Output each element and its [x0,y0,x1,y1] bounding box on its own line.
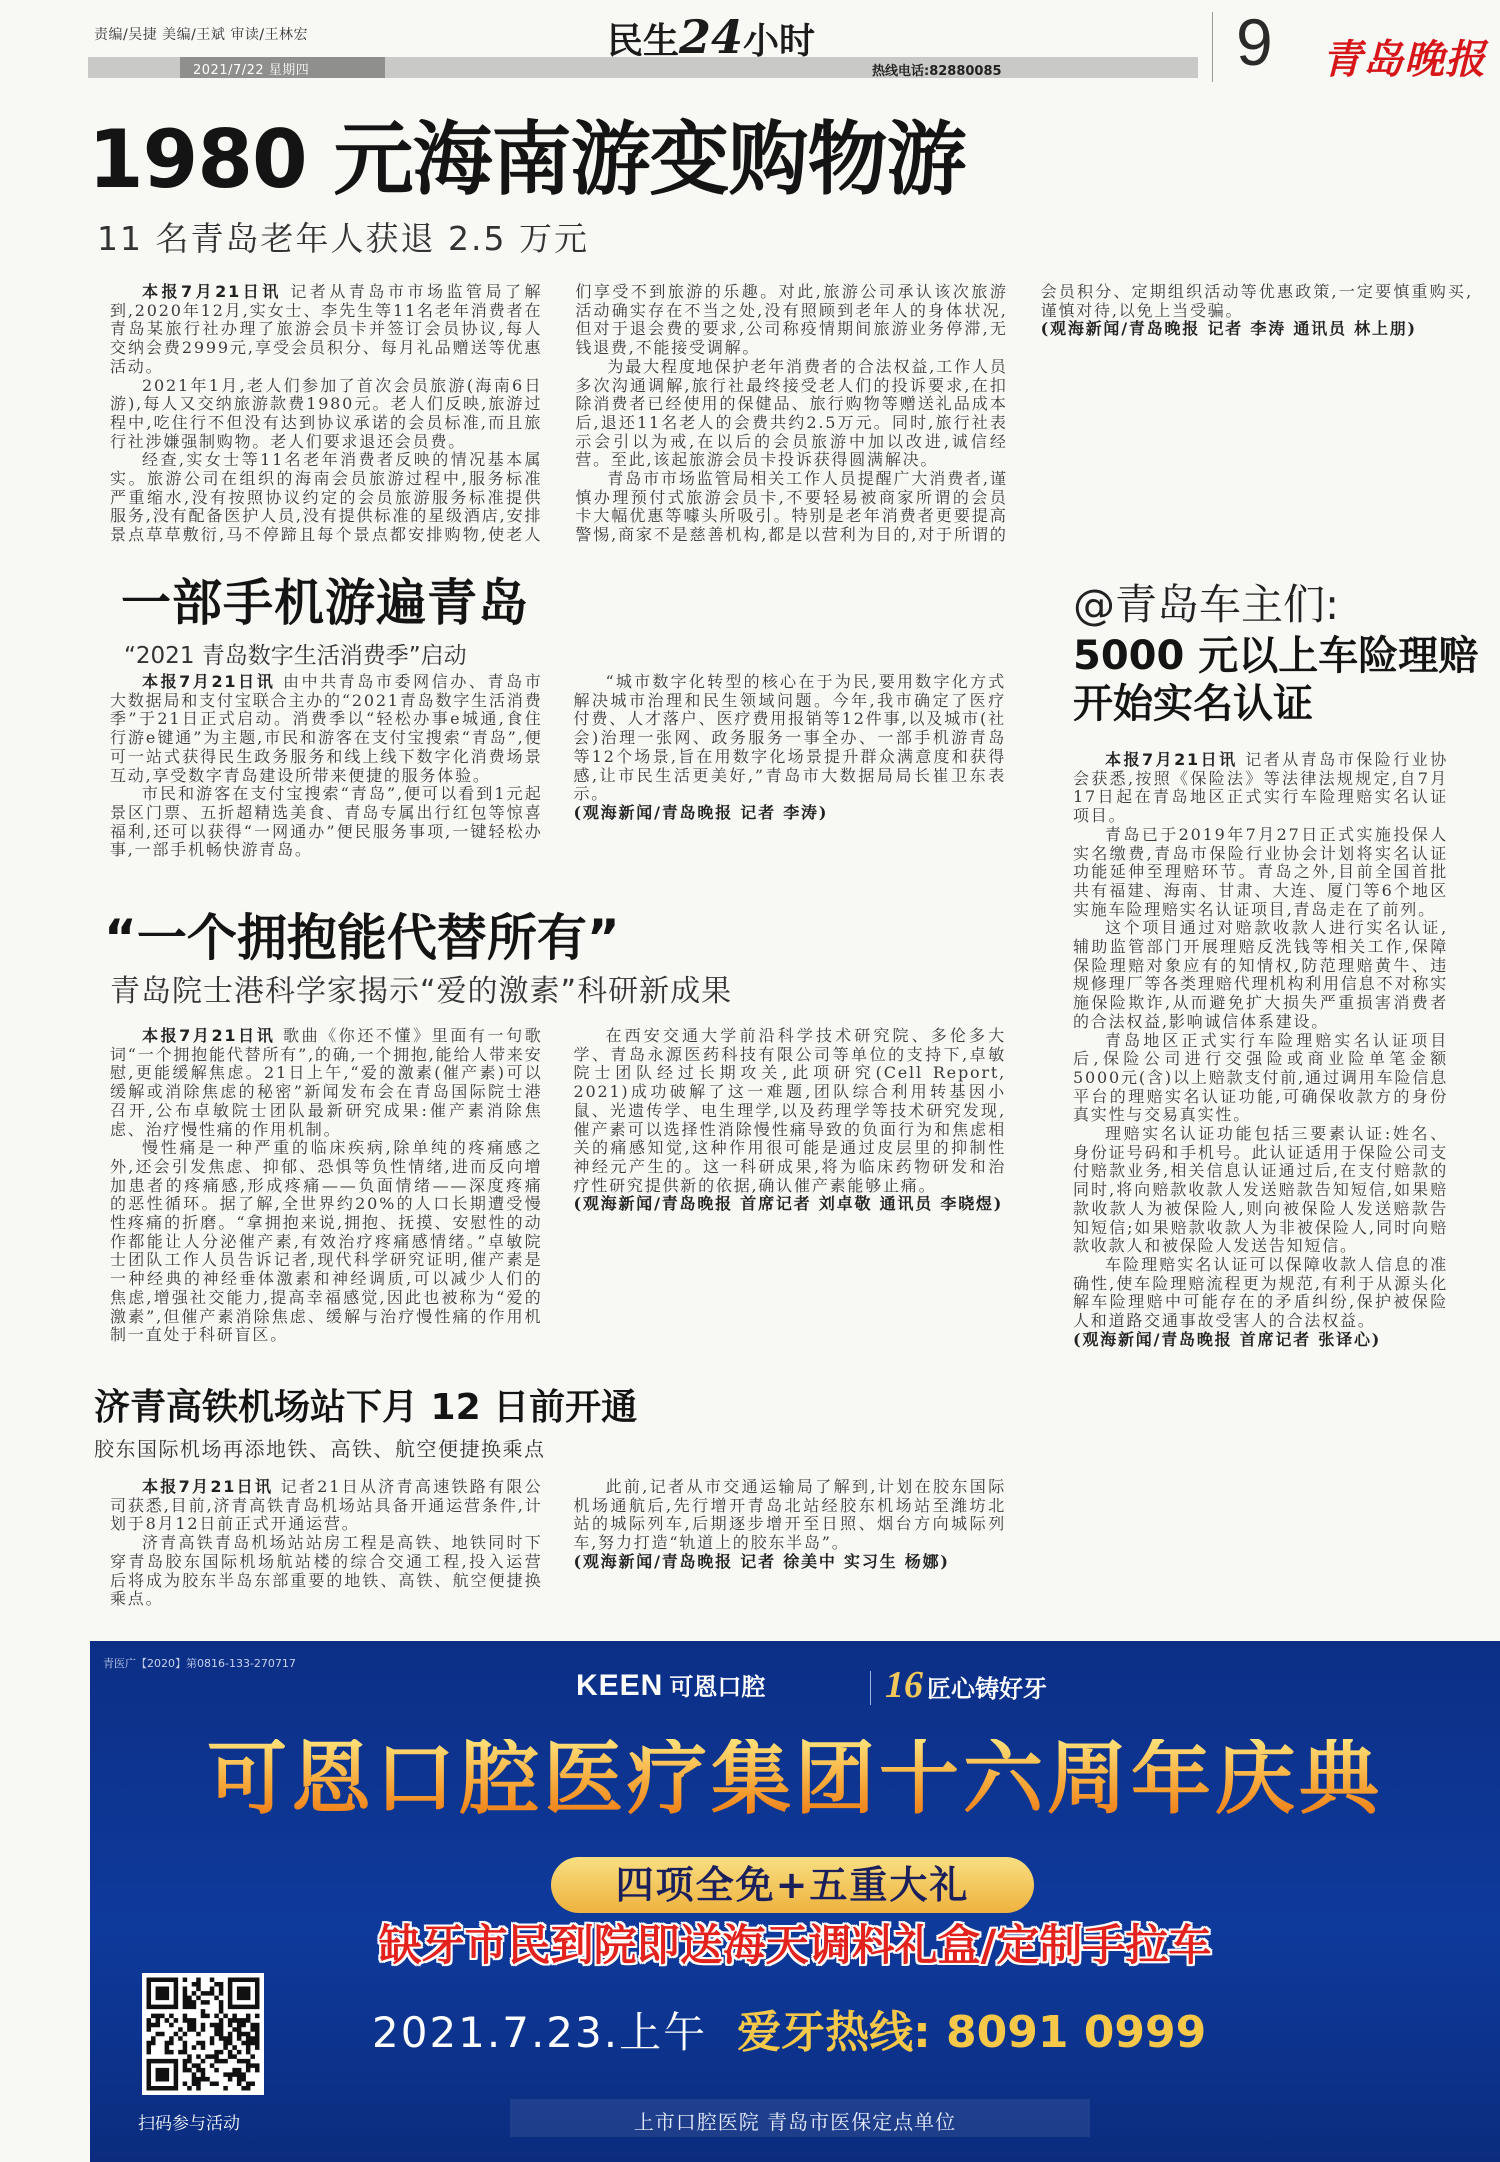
ad-license-number: 青医广【2020】第0816-133-270717 [103,1657,296,1670]
insurance-kicker: @青岛车主们: [1073,580,1340,629]
paragraph: 青岛已于2019年7月27日正式实施投保人实名缴费,青岛市保险行业协会计划将实名认证功能延伸至理赔环节。青岛之外,目前全国首批共有福建、海南、甘肃、大连、厦门等6个地区实施车险理赔实名认证项目,青岛走在了前列。 [1073,824,1448,919]
gift-offer: 缺牙市民到院即送海天调料礼盒/定制手拉车 [378,1921,1212,1971]
header-divider [1212,12,1213,82]
paragraph: 青岛地区正式实行车险理赔实名认证项目后,保险公司进行交强险或商业险单笔金额5000元(含)以上赔款支付前,通过调用车险信息平台的理赔实名认证功能,可确保收款方的身份真实性与交易真实性。 [1073,1030,1448,1125]
byline: (观海新闻/青岛晚报 记者 李涛 通讯员 林上朋) [1040,319,1417,339]
page-number: 9 [1236,5,1273,79]
byline: (观海新闻/青岛晚报 记者 徐美中 实习生 杨娜) [573,1551,950,1571]
paragraph [110,673,543,785]
event-time: 2021.7.23.上午 [372,2008,708,2057]
issue-date: 2021/7/22 星期四 [193,63,310,78]
ad-title: 可恩口腔医疗集团十六周年庆典 [90,1739,1500,1819]
railway-subheadline: 胶东国际机场再添地铁、高铁、航空便捷换乘点 [94,1437,546,1461]
brand-name-en: KEEN [576,1669,664,1702]
event-line [372,2007,1207,2058]
qr-caption: 扫码参与活动 [138,2114,240,2134]
paragraph: 车险理赔实名认证可以保障收款人信息的准确性,使车险理赔流程更为规范,有利于从源头化解车险理赔中可能存在的矛盾纠纷,保护被保险人和道路交通事故受害人的合法权益。 [1073,1254,1448,1331]
brand-name-cn: 可恩口腔 [669,1673,766,1701]
hug-body [110,1027,1006,1367]
ad-footer: 上市口腔医院 青岛市医保定点单位 [633,2110,957,2134]
railway-headline: 济青高铁机场站下月 12 日前开通 [94,1387,638,1428]
hug-subheadline: 青岛院士港科学家揭示“爱的激素”科研新成果 [110,974,733,1009]
paragraph-text: 由中共青岛市委网信办、青岛市大数据局和支付宝联合主办的“2021青岛数字生活消费季”于21日正式启动。消费季以“轻松办事e城通,食住行游e键通”为主题,市民和游客在支付宝搜索“青岛”,便可一站式获得民生政务服务和线上线下数字化消费场景互动,享受数字青岛建设所带来便捷的服务体验。 [110,673,543,785]
paragraph: 2021年1月,老人们参加了首次会员旅游(海南6日游),每人又交纳旅游款费1980元。老人们反映,旅游过程中,吃住行不但没有达到协议承诺的会员标准,而且旅行社涉嫌强制购物。老人们要求退还会员费。 [110,375,543,451]
paragraph: 青岛市市场监管局相关工作人员提醒广大消费者,谨慎办理预付式旅游会员卡,不要轻易被商家所谓的会员卡大幅优惠等噱头所吸引。特别是老年消费者更要提高警惕,商家不是慈善机构,都是以营利为目的,对于所谓的会员积分、定期组织活动等优惠政策,一定要慎重购买,谨慎对待,以免上当受骗。 [575,283,1473,545]
offer-pill: 四项全免+五重大礼 [551,1857,1034,1913]
hainan-headline: 1980 元海南游变购物游 [88,113,966,206]
digital-body [110,673,1006,885]
dateline: 本报7月21日讯 [142,1478,274,1496]
paragraph-text: 记者从青岛市保险行业协会获悉,按照《保险法》等法律法规规定,自7月17日起在青岛地区正式实行车险理赔实名认证项目。 [1073,751,1448,826]
digital-subheadline: “2021 青岛数字生活消费季”启动 [124,643,467,669]
editor-credits: 责编/吴捷 美编/王斌 审读/王林宏 [94,27,309,43]
hainan-subheadline: 11 名青岛老年人获退 2.5 万元 [97,219,589,258]
paragraph: 慢性痛是一种严重的临床疾病,除单纯的疼痛感之外,还会引发焦虑、抑郁、恐惧等负性情绪,进而反向增加患者的疼痛感,形成疼痛——负面情绪——深度疼痛的恶性循环。据了解,全世界约20%的人口长期遭受慢性疼痛的折磨。“拿拥抱来说,拥抱、抚摸、安慰性的动作都能让人分泌催产素,有效治疗疼痛感情绪。”卓敏院士团队工作人员告诉记者,现代科学研究证明,催产素是一种经典的神经垂体激素和神经调质,可以减少人们的焦虑,增强社交能力,提高幸福感觉,因此也被称为“爱的激素”,但催产素消除焦虑、缓解与治疗慢性痛的作用机制一直处于科研盲区。 [110,1138,543,1345]
qr-code [142,1973,264,2095]
brand-slogan: 匠心铸好牙 [927,1675,1047,1703]
paragraph-text: 歌曲《你还不懂》里面有一句歌词“一个拥抱能代替所有”,的确,一个拥抱,能给人带来安慰,更能缓解焦虑。21日上午,“爱的激素(催产素)可以缓解或消除焦虑的秘密”新闻发布会在青岛国际院士港召开,公布卓敏院士团队最新研究成果:催产素消除焦虑、治疗慢性痛的作用机制。 [110,1027,543,1139]
section-title-prefix: 民生 [607,21,680,62]
hainan-body [110,283,1473,547]
digital-headline: 一部手机游遍青岛 [121,574,529,632]
paragraph: 济青高铁青岛机场站站房工程是高铁、地铁同时下穿青岛胶东国际机场航站楼的综合交通工程,投入运营后将成为胶东半岛东部重要的地铁、高铁、航空便捷换乘点。 [110,1533,543,1609]
insurance-headline-line1: 5000 元以上车险理赔 [1073,633,1479,679]
paragraph [110,1478,543,1534]
news-hotline: 热线电话:82880085 [872,64,1002,79]
paragraph-text: 记者21日从济青高速铁路有限公司获悉,目前,济青高铁青岛机场站具备开通运营条件,计划于8月12日前正式开通运营。 [110,1478,543,1534]
paragraph: 理赔实名认证功能包括三要素认证:姓名、身份证号码和手机号。此认证适用于保险公司支付赔款业务,相关信息认证通过后,在支付赔款的同时,将向赔款收款人发送赔款告知短信,如果赔款收款人为被保险人,则向被保险人发送赔款告知短信;如果赔款收款人为非被保险人,同时向赔款收款人和被保险人发送告知短信。 [1073,1124,1448,1256]
section-title-suffix: 小时 [743,21,816,62]
paragraph: 经查,实女士等11名老年消费者反映的情况基本属实。旅游公司在组织的海南会员旅游过程中,服务标准严重缩水,没有按照协议约定的会员旅游服务标准提供服务,没有配备医护人员,没有提供标准的星级酒店,安排景点草草敷衍,马不停蹄且每个景点都安排购物,使老人们享受不到旅游的乐趣。对此,旅游公司承认该次旅游活动确实存在不当之处,没有照顾到老年人的身体状况,但对于退会费的要求,公司称疫情期间旅游业务停滞,无钱退费,不能接受调解。 [110,283,1008,545]
anniversary-badge [885,1663,1047,1707]
section-title [607,10,815,64]
logo-divider [870,1671,871,1705]
paragraph: 在西安交通大学前沿科学技术研究院、多伦多大学、青岛永源医药科技有限公司等单位的支持下,卓敏院士团队经过长期攻关,此项研究(Cell Report, 2021)成功破解了这一难题,团队综合利用转基因小鼠、光遗传学、电生理学,以及药理学等技术研究发现,催产素可以选择性消除慢性痛导致的负面行为和焦虑相关的痛感知觉,这种作用很可能是通过皮层里的抑制性神经元产生的。这一科研成果,将为临床药物研发和治疗性研究提供新的依据,确认催产素能够止痛。 [573,1027,1006,1195]
paragraph [110,1027,543,1139]
byline: (观海新闻/青岛晚报 首席记者 刘卓敬 通讯员 李晓煜) [573,1194,1004,1214]
paragraph: 为最大程度地保护老年消费者的合法权益,工作人员多次沟通调解,旅行社最终接受老人们的投诉要求,在扣除消费者已经使用的保健品、旅行购物等赠送礼品成本后,退还11名老人的会费共约2.5万元。同时,旅行社表示会引以为戒,在以后的会员旅游中加以改进,诚信经营。至此,该起旅游会员卡投诉获得圆满解决。 [575,356,1008,470]
paragraph: 市民和游客在支付宝搜索“青岛”,便可以看到1元起景区门票、五折超精选美食、青岛专属出行红包等惊喜福利,还可以获得“一网通办”便民服务事项,一键轻松办事,一部手机畅快游青岛。 [110,784,543,860]
insurance-body [1073,751,1448,1603]
dental-advertisement [90,1641,1500,2162]
paragraph: “城市数字化转型的核心在于为民,要用数字化方式解决城市治理和民生领域问题。今年,我市确定了医疗付费、人才落户、医疗费用报销等12件事,以及城市(社会)治理一张网、政务服务一事全办、一部手机游青岛等12个场景,旨在用数字化场景提升群众满意度和获得感,让市民生活更美好,”青岛市大数据局局长崔卫东表示。 [573,673,1006,804]
railway-body [110,1478,1006,1616]
paragraph-text: 记者从青岛市市场监管局了解到,2020年12月,实女士、李先生等11名老年消费者在青岛某旅行社办理了旅游会员卡并签订会员协议,每人交纳会费2999元,享受会员积分、每月礼品赠送等优惠活动。 [110,283,543,376]
paragraph: 此前,记者从市交通运输局了解到,计划在胶东国际机场通航后,先行增开青岛北站经胶东机场站至潍坊北站的城际列车,后期逐步增开至日照、烟台方向城际列车,努力打造“轨道上的胶东半岛”。 [573,1478,1006,1553]
event-hotline: 爱牙热线: 8091 0999 [737,2007,1207,2058]
paragraph [110,283,542,377]
masthead-logo: 青岛晚报 [1322,36,1486,83]
dateline: 本报7月21日讯 [142,283,282,301]
paragraph: 这个项目通过对赔款收款人进行实名认证,辅助监管部门开展理赔反洗钱等相关工作,保障保险理赔对象应有的知情权,防范理赔黄牛、违规修理厂等各类理赔代理机构利用信息不对称实施保险欺诈,从而避免扩大损失严重损害消费者的合法权益,影响诚信体系建设。 [1073,918,1448,1031]
section-title-number: 24 [679,10,744,64]
keen-dental-logo [576,1667,765,1703]
paragraph [1073,751,1448,826]
byline: (观海新闻/青岛晚报 记者 李涛) [573,802,829,822]
insurance-headline-line2: 开始实名认证 [1073,681,1313,727]
dateline: 本报7月21日讯 [142,673,276,691]
byline: (观海新闻/青岛晚报 首席记者 张译心) [1073,1329,1382,1349]
hug-headline: “一个拥抱能代替所有” [104,909,620,967]
dateline: 本报7月21日讯 [142,1027,276,1045]
anniversary-number: 16 [885,1664,923,1706]
dateline: 本报7月21日讯 [1105,751,1238,769]
qr-code-graphic [142,1973,264,2095]
